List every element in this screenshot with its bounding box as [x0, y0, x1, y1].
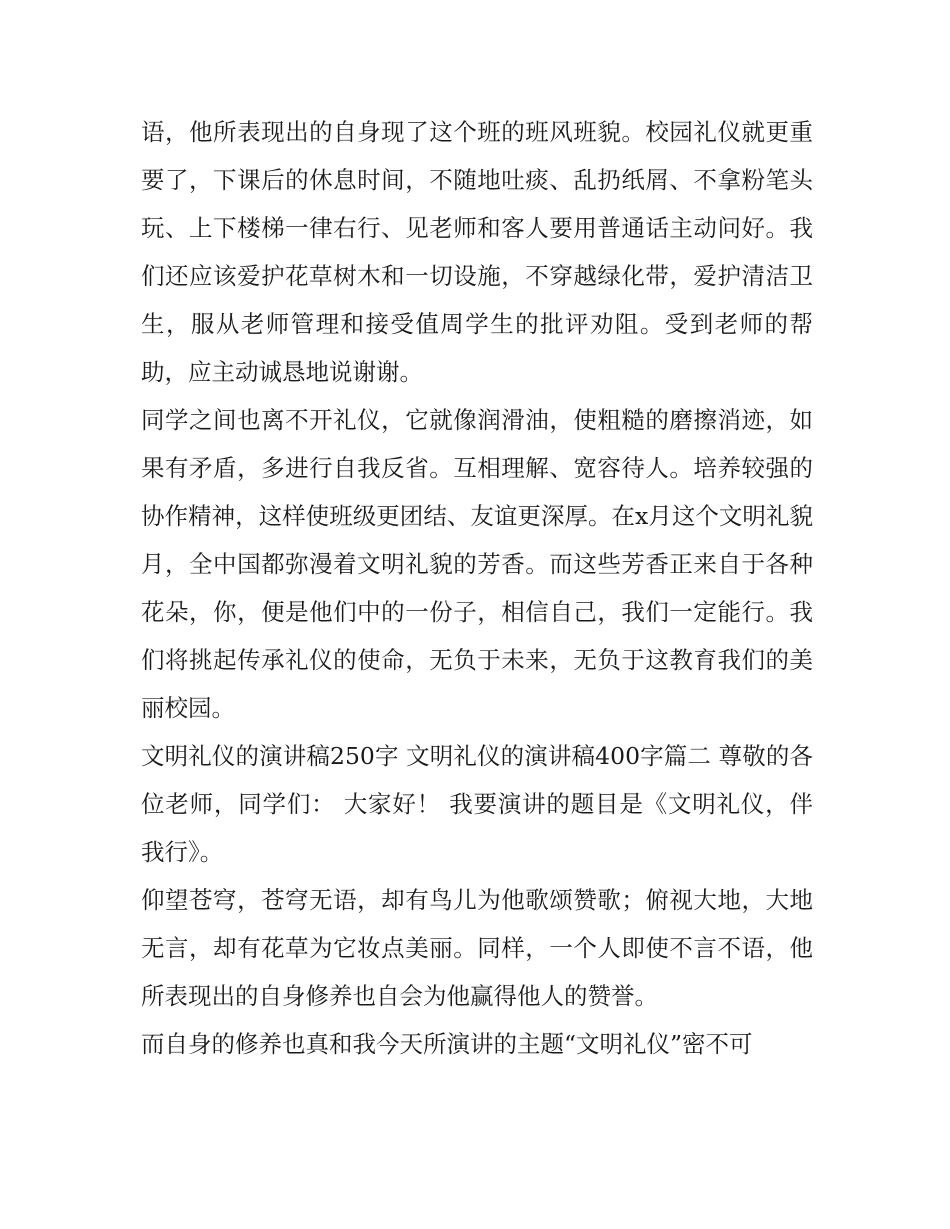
document-body	[141, 108, 813, 1068]
paragraph-speech-title: 文明礼仪的演讲稿250字 文明礼仪的演讲稿400字篇二 尊敬的各位老师，同学们： 大家好！ 我要演讲的题目是《文明礼仪，伴我行》。	[141, 742, 813, 866]
paragraph-looking-up-sky: 仰望苍穹，苍穹无语，却有鸟儿为他歌颂赞歌；俯视大地，大地无言，却有花草为它妆点美丽。同样，一个人即使不言不语，他所表现出的自身修养也自会为他赢得他人的赞誉。	[141, 886, 813, 1010]
paragraph-classmates-etiquette: 同学之间也离不开礼仪，它就像润滑油，使粗糙的磨擦消迹，如果有矛盾，多进行自我反省。互相理解、宽容待人。培养较强的协作精神，这样使班级更团结、友谊更深厚。在x月这个文明礼貌月，全中国都弥漫着文明礼貌的芳香。而这些芳香正来自于各种花朵，你，便是他们中的一份子，相信自己，我们一定能行。我们将挑起传承礼仪的使命，无负于未来，无负于这教育我们的美丽校园。	[141, 406, 813, 722]
paragraph-self-cultivation: 而自身的修养也真和我今天所演讲的主题“文明礼仪”密不可	[141, 1030, 753, 1058]
paragraph-campus-etiquette: 语，他所表现出的自身现了这个班的班风班貌。校园礼仪就更重要了，下课后的休息时间，不随地吐痰、乱扔纸屑、不拿粉笔头玩、上下楼梯一律右行、见老师和客人要用普通话主动问好。我们还应该爱护花草树木和一切设施，不穿越绿化带，爱护清洁卫生，服从老师管理和接受值周学生的批评劝阻。受到老师的帮助，应主动诚恳地说谢谢。	[141, 118, 813, 386]
